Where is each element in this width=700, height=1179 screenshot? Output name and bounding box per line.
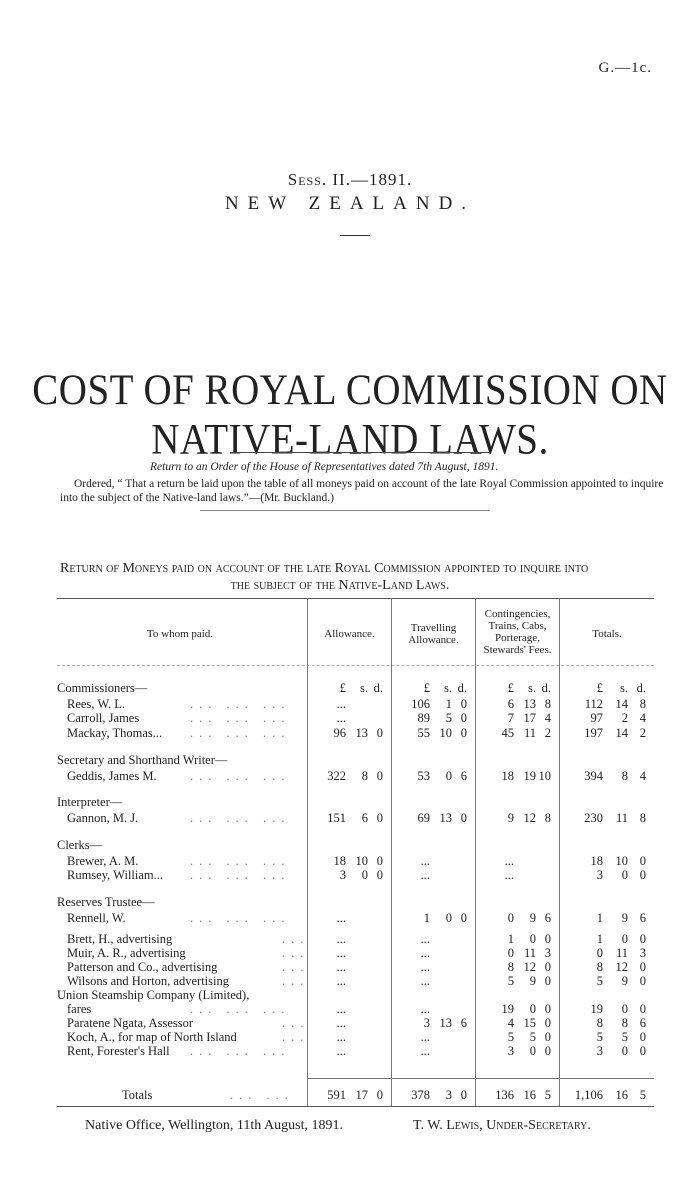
payee-label: Patterson and Co., advertising — [67, 960, 218, 974]
amount-shillings: 9 — [621, 974, 628, 988]
leader-dots: ... — [282, 1030, 310, 1044]
page-title: COST OF ROYAL COMMISSION ON NATIVE-LAND LAWS. — [32, 366, 668, 464]
amount-shillings: 0 — [529, 932, 536, 946]
payee-label: Paratene Ngata, Assessor — [67, 1016, 194, 1030]
amount-pence: 0 — [639, 868, 646, 882]
amount-pence: 4 — [544, 711, 551, 725]
amount-pounds: £ — [423, 681, 430, 695]
amount-shillings: 9 — [529, 911, 536, 925]
leader-dots: ... — [282, 946, 310, 960]
amount-pence: 3 — [544, 946, 551, 960]
amount-shillings: 19 — [523, 769, 536, 783]
amount-pence: 8 — [639, 811, 646, 825]
amount-pence: 0 — [639, 854, 646, 868]
amount-pounds: 1 — [423, 911, 430, 925]
amount-shillings: 9 — [621, 911, 628, 925]
amount-pence: 0 — [639, 1002, 646, 1016]
amount-pounds: ... — [420, 854, 430, 868]
payee-label: Rent, Forester's Hall — [67, 1044, 170, 1058]
amount-pounds: ... — [336, 960, 346, 974]
amount-pence: 4 — [639, 711, 646, 725]
col-header-travelling-l1: Travelling — [410, 622, 457, 634]
amount-shillings: 3 — [445, 1088, 452, 1102]
amount-pounds: £ — [507, 681, 514, 695]
amount-shillings: 5 — [529, 1030, 536, 1044]
amount-shillings: 10 — [355, 854, 368, 868]
amount-pence: 0 — [460, 1088, 467, 1102]
amount-shillings: 9 — [529, 974, 536, 988]
amount-shillings: s. — [444, 681, 452, 695]
amount-pounds: 9 — [507, 811, 514, 825]
amount-shillings: 14 — [615, 697, 628, 711]
amount-pounds: 19 — [501, 1002, 514, 1016]
amount-pence: d. — [457, 681, 467, 695]
amount-shillings: 17 — [523, 711, 536, 725]
amount-shillings: 0 — [529, 1044, 536, 1058]
amount-pence: 6 — [460, 769, 467, 783]
amount-pence: 0 — [376, 854, 383, 868]
amount-pence: 0 — [544, 1030, 551, 1044]
amount-shillings: 6 — [361, 811, 368, 825]
col-header-contingencies-l3: Porterage, — [495, 632, 540, 644]
amount-pounds: 591 — [327, 1088, 346, 1102]
amount-pounds: 3 — [596, 868, 603, 882]
leader-dots: ... ... ... — [190, 854, 291, 868]
amount-pounds: 197 — [584, 726, 603, 740]
col-header-totals: Totals. — [592, 628, 622, 640]
footer-office: Native Office, Wellington, 11th August, 1891. — [85, 1118, 343, 1133]
amount-shillings: 0 — [621, 1044, 628, 1058]
amount-shillings: 5 — [445, 711, 452, 725]
leader-dots: ... — [282, 932, 310, 946]
amount-pence: 0 — [376, 769, 383, 783]
amount-pence: 8 — [544, 811, 551, 825]
table-top-rule — [57, 598, 654, 599]
amount-pence: 6 — [460, 1016, 467, 1030]
amount-shillings: 0 — [529, 1002, 536, 1016]
amount-pounds: 45 — [501, 726, 514, 740]
amount-pounds: ... — [420, 960, 430, 974]
amount-pounds: 5 — [596, 1030, 603, 1044]
amount-pence: 8 — [544, 697, 551, 711]
amount-pence: 5 — [544, 1088, 551, 1102]
amount-pence: d. — [373, 681, 383, 695]
amount-pence: d. — [636, 681, 646, 695]
payee-label: Muir, A. R., advertising — [67, 946, 186, 960]
payee-label: Geddis, James M. — [67, 769, 157, 783]
group-label: Secretary and Shorthand Writer— — [57, 753, 228, 767]
amount-pounds: 106 — [411, 697, 430, 711]
amount-pence: 2 — [544, 726, 551, 740]
amount-pence: 4 — [639, 769, 646, 783]
footer-signature: T. W. Lewis, Under-Secretary. — [413, 1118, 591, 1133]
amount-pounds: ... — [336, 932, 346, 946]
leader-dots: ... — [282, 974, 310, 988]
leader-dots: ... ... ... — [190, 1002, 291, 1016]
leader-dots: ... ... — [230, 1088, 294, 1102]
amount-shillings: 0 — [621, 1002, 628, 1016]
amount-shillings: s. — [360, 681, 368, 695]
amount-shillings: 11 — [523, 726, 536, 740]
amount-pounds: 18 — [333, 854, 346, 868]
amount-pence: 0 — [460, 697, 467, 711]
amount-pounds: ... — [336, 974, 346, 988]
amount-pence: 0 — [460, 911, 467, 925]
group-label: Reserves Trustee— — [57, 895, 155, 909]
header-divider — [57, 665, 654, 666]
amount-pence: d. — [541, 681, 551, 695]
amount-pounds: £ — [596, 681, 603, 695]
amount-pounds: ... — [420, 868, 430, 882]
amount-pence: 0 — [376, 811, 383, 825]
title-divider — [230, 452, 490, 453]
amount-pounds: ... — [336, 1016, 346, 1030]
amount-pounds: 112 — [584, 697, 603, 711]
amount-pounds: 97 — [590, 711, 603, 725]
amount-shillings: 2 — [621, 711, 628, 725]
payee-label: fares — [67, 1002, 92, 1016]
amount-pence: 0 — [376, 1088, 383, 1102]
payee-label: Wilsons and Horton, advertising — [67, 974, 229, 988]
country-heading: NEW ZEALAND. — [224, 193, 476, 214]
preamble-divider — [200, 510, 490, 511]
amount-pounds: ... — [420, 1044, 430, 1058]
amount-pence: 0 — [544, 960, 551, 974]
amount-pounds: 1 — [507, 932, 514, 946]
amount-pounds: 3 — [596, 1044, 603, 1058]
amount-pounds: ... — [420, 974, 430, 988]
amount-shillings: 11 — [615, 946, 628, 960]
amount-pounds: 3 — [339, 868, 346, 882]
amount-pence: 0 — [639, 932, 646, 946]
amount-shillings: 12 — [523, 811, 536, 825]
amount-pounds: 5 — [596, 974, 603, 988]
group-label: Commissioners— — [57, 681, 148, 695]
amount-shillings: 8 — [621, 769, 628, 783]
amount-pounds: 5 — [507, 1030, 514, 1044]
amount-shillings: 13 — [439, 1016, 452, 1030]
col-header-travelling-l2: Allowance. — [408, 634, 459, 646]
payee-label: Rees, W. L. — [67, 697, 125, 711]
amount-pounds: 53 — [417, 769, 430, 783]
leader-dots: ... ... ... — [190, 711, 291, 725]
payee-label: Gannon, M. J. — [67, 811, 139, 825]
amount-pounds: 19 — [590, 1002, 603, 1016]
amount-pounds: ... — [336, 711, 346, 725]
amount-pence: 0 — [376, 726, 383, 740]
leader-dots: ... ... ... — [190, 811, 291, 825]
amount-pounds: 1,106 — [574, 1088, 603, 1102]
amount-pence: 0 — [544, 1016, 551, 1030]
amount-pence: 10 — [538, 769, 551, 783]
amount-shillings: 13 — [439, 811, 452, 825]
amount-pounds: 18 — [501, 769, 514, 783]
amount-pounds: 5 — [507, 974, 514, 988]
group-label: Clerks— — [57, 838, 103, 852]
amount-shillings: 17 — [355, 1088, 368, 1102]
col-header-contingencies-l1: Contingencies, — [484, 608, 551, 620]
amount-pounds: £ — [339, 681, 346, 695]
amount-shillings: 16 — [523, 1088, 536, 1102]
amount-pounds: 378 — [411, 1088, 430, 1102]
amount-shillings: s. — [528, 681, 536, 695]
col-header-contingencies-l2: Trains, Cabs, — [488, 620, 547, 632]
amount-shillings: 0 — [445, 769, 452, 783]
return-order-line: Return to an Order of the House of Representatives dated 7th August, 1891. — [150, 461, 499, 473]
amount-shillings: 5 — [621, 1030, 628, 1044]
amount-shillings: 16 — [615, 1088, 628, 1102]
amount-pounds: 18 — [590, 854, 603, 868]
amount-pounds: ... — [420, 1030, 430, 1044]
amount-pounds: 1 — [596, 932, 603, 946]
amount-shillings: 12 — [523, 960, 536, 974]
amount-pounds: 8 — [596, 960, 603, 974]
amount-shillings: 10 — [615, 854, 628, 868]
ordered-paragraph: Ordered, “ That a return be laid upon the table of all moneys paid on account of the late Royal Commission appointed to inquire into the subject of the Native-land laws.”—(Mr. Buckland.) — [60, 478, 664, 504]
amount-pounds: 8 — [507, 960, 514, 974]
amount-pence: 6 — [639, 911, 646, 925]
payee-label: Koch, A., for map of North Island — [67, 1030, 237, 1044]
table-heading-line1: Return of Moneys paid on account of the late Royal Commission appointed to inquire into — [60, 561, 589, 576]
amount-pence: 0 — [544, 1002, 551, 1016]
amount-pence: 0 — [544, 974, 551, 988]
payee-label: Brewer, A. M. — [67, 854, 139, 868]
amount-pence: 0 — [460, 726, 467, 740]
amount-pounds: ... — [336, 1030, 346, 1044]
amount-shillings: 14 — [615, 726, 628, 740]
amount-pounds: 394 — [584, 769, 603, 783]
amount-pounds: 8 — [596, 1016, 603, 1030]
col-header-allowance: Allowance. — [324, 628, 375, 640]
amount-shillings: 11 — [615, 811, 628, 825]
leader-dots: ... ... ... — [190, 697, 291, 711]
amount-pounds: ... — [336, 697, 346, 711]
amount-pounds: 7 — [507, 711, 514, 725]
amount-pounds: 69 — [417, 811, 430, 825]
amount-pounds: ... — [336, 946, 346, 960]
amount-shillings: 8 — [621, 1016, 628, 1030]
amount-pence: 5 — [639, 1088, 646, 1102]
group-label: Union Steamship Company (Limited), — [57, 988, 250, 1002]
amount-pounds: 136 — [495, 1088, 514, 1102]
payee-label: Brett, H., advertising — [67, 932, 173, 946]
amount-shillings: 8 — [361, 769, 368, 783]
short-divider — [340, 235, 370, 236]
amount-shillings: 13 — [523, 697, 536, 711]
amount-pence: 0 — [460, 711, 467, 725]
table-heading-line2: the subject of the Native-Land Laws. — [230, 578, 450, 593]
amount-pounds: ... — [504, 854, 514, 868]
totals-rule — [307, 1078, 654, 1079]
amount-pounds: 96 — [333, 726, 346, 740]
amount-pounds: 0 — [596, 946, 603, 960]
table-heading — [60, 560, 660, 594]
amount-pence: 0 — [376, 868, 383, 882]
amount-pounds: ... — [336, 1044, 346, 1058]
amount-pounds: ... — [420, 932, 430, 946]
amount-pence: 6 — [639, 1016, 646, 1030]
amount-pence: 0 — [639, 960, 646, 974]
amount-pence: 0 — [544, 1044, 551, 1058]
amount-shillings: 0 — [621, 932, 628, 946]
amount-pounds: ... — [420, 1002, 430, 1016]
col-header-to-whom: To whom paid. — [146, 628, 214, 640]
amount-shillings: 12 — [615, 960, 628, 974]
amount-shillings: 1 — [445, 697, 452, 711]
table-bottom-rule — [57, 1106, 654, 1107]
amount-pounds: 322 — [327, 769, 346, 783]
document-reference: G.—1c. — [598, 60, 652, 76]
amount-shillings: 15 — [523, 1016, 536, 1030]
amount-pence: 8 — [639, 697, 646, 711]
col-header-contingencies — [476, 608, 559, 656]
amount-shillings: 0 — [361, 868, 368, 882]
amount-pounds: ... — [420, 946, 430, 960]
session-line: Sess. II.—1891. — [287, 170, 413, 189]
amount-pounds: ... — [336, 911, 346, 925]
leader-dots: ... ... ... — [190, 1044, 291, 1058]
amount-shillings: 13 — [355, 726, 368, 740]
col-header-contingencies-l4: Stewards' Fees. — [483, 644, 552, 656]
amount-shillings: 0 — [621, 868, 628, 882]
amount-pounds: ... — [504, 868, 514, 882]
amount-pence: 2 — [639, 726, 646, 740]
amount-pounds: ... — [336, 1002, 346, 1016]
amount-pence: 0 — [460, 811, 467, 825]
amount-shillings: s. — [620, 681, 628, 695]
amount-pence: 3 — [639, 946, 646, 960]
payee-label: Rumsey, William... — [67, 868, 164, 882]
amount-pounds: 3 — [423, 1016, 430, 1030]
amount-pounds: 0 — [507, 911, 514, 925]
amount-pounds: 230 — [584, 811, 603, 825]
col-header-travelling — [392, 622, 475, 646]
payee-label: Mackay, Thomas... — [67, 726, 163, 740]
totals-label: Totals — [122, 1088, 153, 1102]
group-label: Interpreter— — [57, 795, 123, 809]
leader-dots: ... ... ... — [190, 868, 291, 882]
amount-pence: 0 — [639, 974, 646, 988]
amount-pounds: 4 — [507, 1016, 514, 1030]
leader-dots: ... ... ... — [190, 769, 291, 783]
amount-pence: 0 — [544, 932, 551, 946]
leader-dots: ... — [282, 960, 310, 974]
amount-shillings: 11 — [523, 946, 536, 960]
amount-pence: 6 — [544, 911, 551, 925]
amount-pounds: 3 — [507, 1044, 514, 1058]
leader-dots: ... — [282, 1016, 310, 1030]
payee-label: Rennell, W. — [67, 911, 126, 925]
amount-pence: 0 — [639, 1044, 646, 1058]
amount-pounds: 151 — [327, 811, 346, 825]
amount-pounds: 0 — [507, 946, 514, 960]
amount-pounds: 55 — [417, 726, 430, 740]
amount-pence: 0 — [639, 1030, 646, 1044]
amount-pounds: 6 — [507, 697, 514, 711]
leader-dots: ... ... ... — [190, 911, 291, 925]
amount-pounds: 89 — [417, 711, 430, 725]
amount-pounds: 1 — [596, 911, 603, 925]
payee-label: Carroll, James — [67, 711, 140, 725]
amount-shillings: 10 — [439, 726, 452, 740]
leader-dots: ... ... ... — [190, 726, 291, 740]
amount-shillings: 0 — [445, 911, 452, 925]
